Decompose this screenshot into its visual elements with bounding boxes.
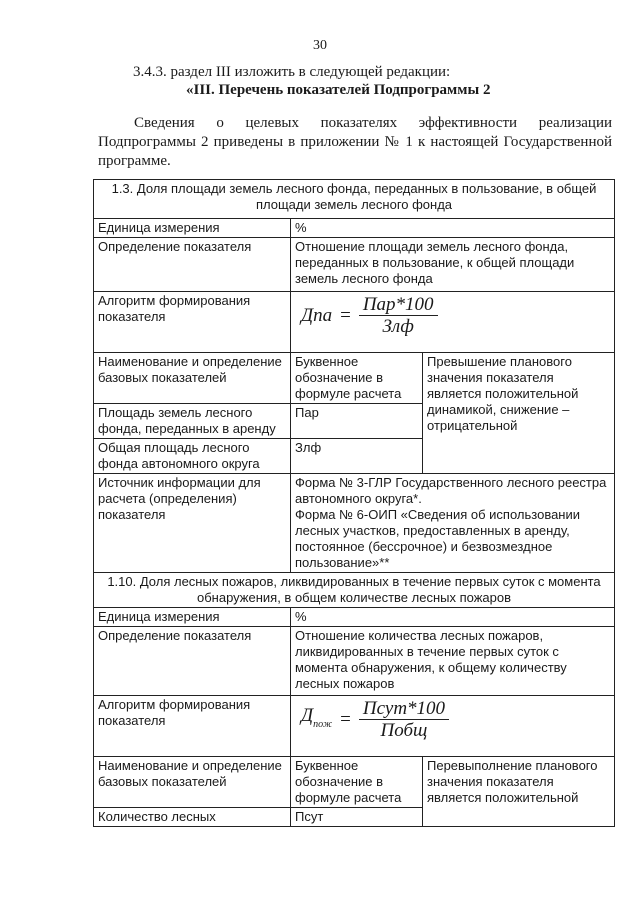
definition-label: Определение показателя [94,627,291,696]
table-row [94,238,615,292]
base-indicator-name: Площадь земель лесного фонда, переданных в аренду [94,404,291,439]
symbol-column-label: Буквенное обозначение в формуле расчета [291,757,423,808]
base-indicators-label: Наименование и определение базовых показателей [94,353,291,404]
algorithm-label: Алгоритм формирования показателя [94,292,291,353]
source-label: Источник информации для расчета (определения) показателя [94,474,291,573]
table-row [94,353,615,404]
source-item: Форма № 6-ОИП «Сведения об использовании лесных участков, предоставленных в аренду, постоянное (бессрочное) и безвозмездное пользование»** [295,507,581,570]
algorithm-formula [291,696,615,757]
definition-label: Определение показателя [94,238,291,292]
formula-lhs-subscript: пож [313,718,333,730]
algorithm-formula [291,292,615,353]
base-indicator-symbol: Пар [291,404,423,439]
base-indicator-symbol: Злф [291,439,423,474]
dynamics-note: Превышение планового значения показателя является положительной динамикой, снижение – отрицательной [423,353,615,474]
table-row [94,608,615,627]
source-item: Форма № 3-ГЛР Государственного лесного реестра автономного округа*. [295,475,607,506]
formula-numerator: Пар*100 [359,297,438,316]
table-row [94,292,615,353]
indicator-1-title: 1.3. Доля площади земель лесного фонда, переданных в пользование, в общей площади земель лесного фонда [94,180,615,219]
intro-line: 3.4.3. раздел III изложить в следующей редакции: [133,64,451,80]
source-value [291,474,615,573]
formula-denominator: Злф [382,316,414,337]
unit-value: % [291,608,615,627]
table-row [94,180,615,219]
definition-value: Отношение площади земель лесного фонда, переданных в пользование, к общей площади земель лесного фонда [291,238,615,292]
table-row [94,474,615,573]
table-row [94,757,615,808]
definition-value: Отношение количества лесных пожаров, ликвидированных в течение первых суток с момента обнаружения, к общему количеству лесных пожаров [291,627,615,696]
table-row [94,696,615,757]
unit-label: Единица измерения [94,608,291,627]
table-row [94,627,615,696]
unit-label: Единица измерения [94,219,291,238]
section-title: «III. Перечень показателей Подпрограммы 2 [186,82,491,98]
page-number: 30 [313,38,327,53]
indicator-2-title: 1.10. Доля лесных пожаров, ликвидированных в течение первых суток с момента обнаружения, в общем количестве лесных пожаров [94,573,615,608]
formula: $Д_{пож}$ = $\frac{\text{Псут*100}}{\text{Побщ}}$ [301,701,449,739]
dynamics-note: Перевыполнение планового значения показателя является положительной [423,757,615,827]
base-indicator-name: Количество лесных [94,808,291,827]
intro-paragraph: Сведения о целевых показателях эффективности реализации Подпрограммы 2 приведены в приложении № 1 к настоящей Государственной программе. [98,115,612,169]
formula-lhs: Д [301,704,314,726]
base-indicator-name: Общая площадь лесного фонда автономного округа [94,439,291,474]
formula-lhs: Дпа [301,305,333,326]
formula-denominator: Побщ [380,720,428,741]
table-row [94,219,615,238]
unit-value: % [291,219,615,238]
indicators-table [93,179,615,827]
base-indicators-label: Наименование и определение базовых показателей [94,757,291,808]
formula: Дпа = $\frac{\text{Пар*100}}{\text{Злф}}$ [301,297,438,335]
base-indicator-symbol: Псут [291,808,423,827]
symbol-column-label: Буквенное обозначение в формуле расчета [291,353,423,404]
table-row [94,573,615,608]
formula-numerator: Псут*100 [359,701,449,720]
algorithm-label: Алгоритм формирования показателя [94,696,291,757]
